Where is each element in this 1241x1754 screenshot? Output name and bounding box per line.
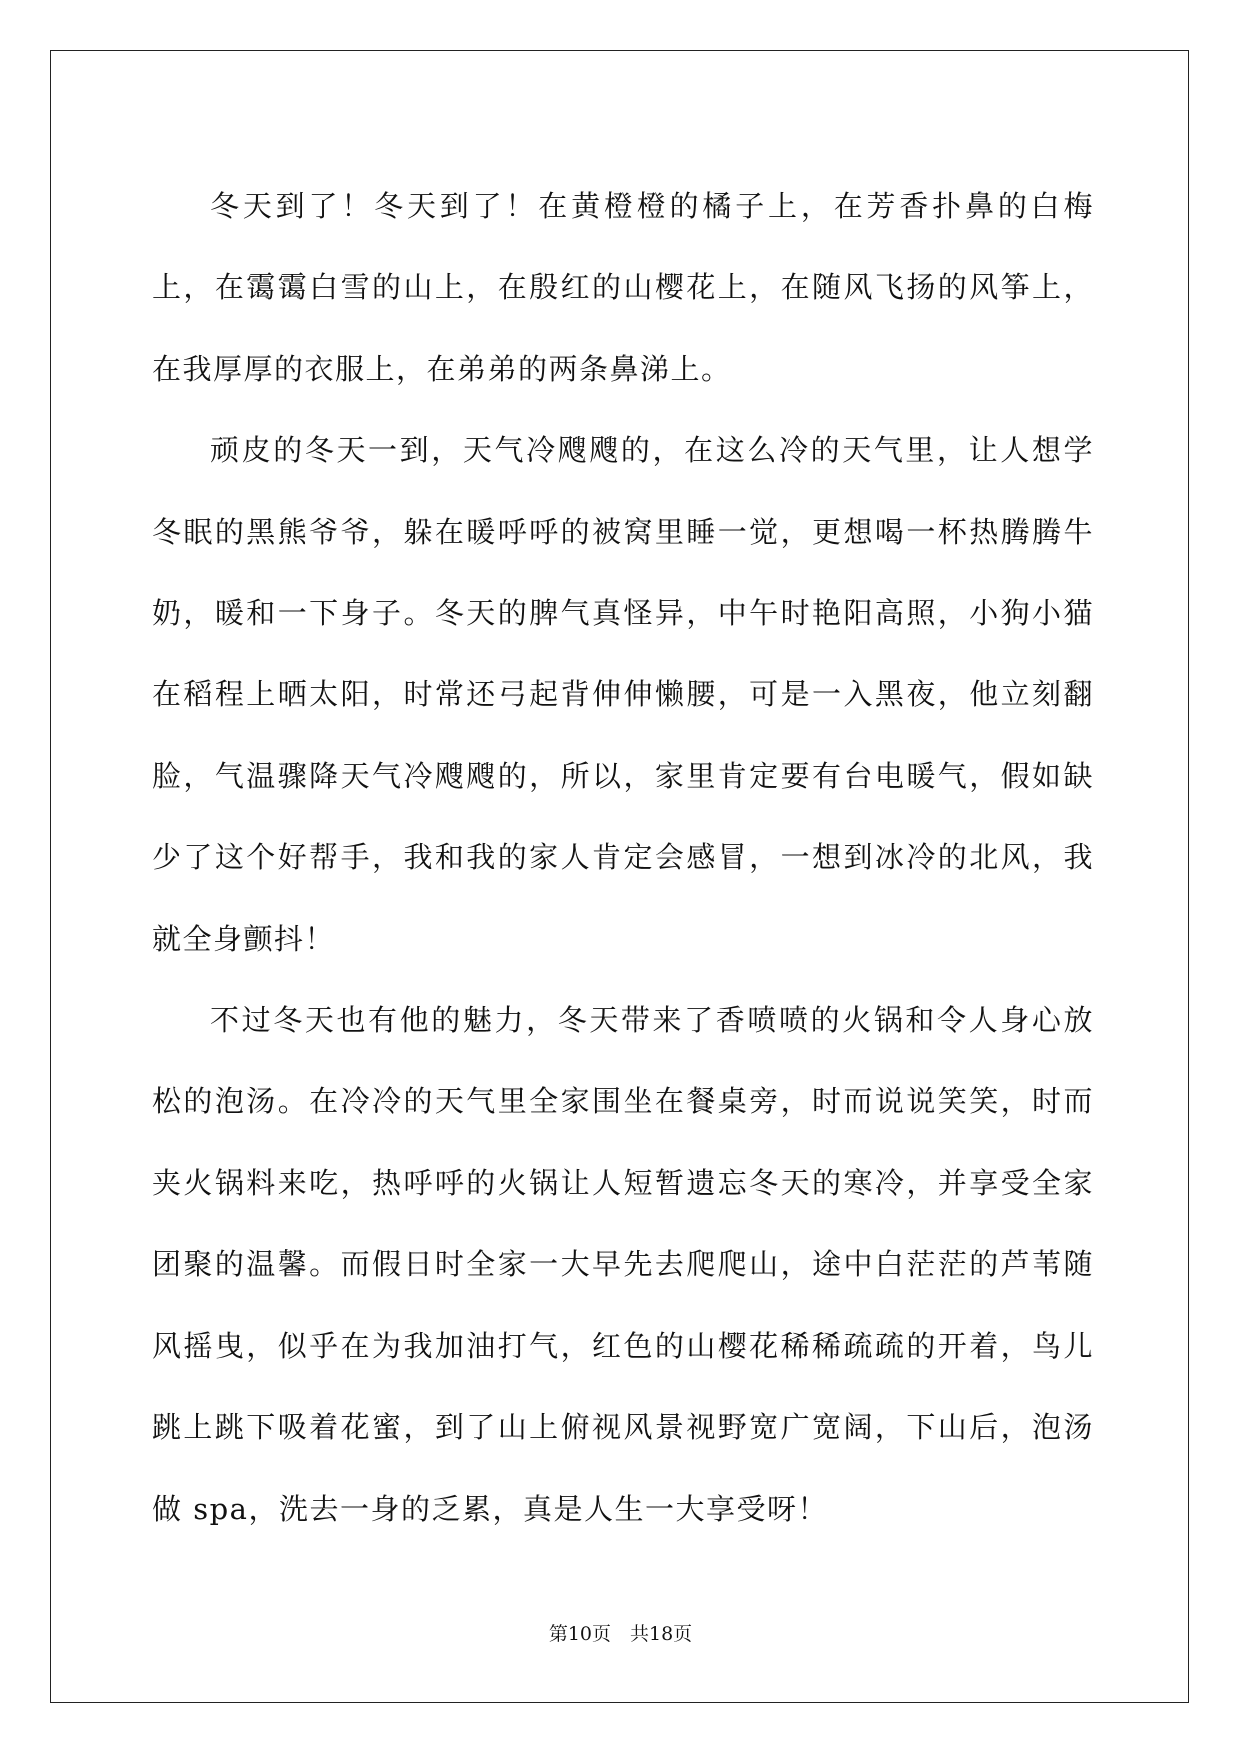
page-number-footer: 第10页 共18页 [548, 1623, 693, 1645]
document-body [152, 166, 1094, 1550]
paragraph: 顽皮的冬天一到，天气冷飕飕的，在这么冷的天气里，让人想学冬眠的黑熊爷爷，躲在暖呼呼的被窝里睡一觉，更想喝一杯热腾腾牛奶，暖和一下身子。冬天的脾气真怪异，中午时艳阳高照，小狗小猫在稻程上晒太阳，时常还弓起背伸伸懒腰，可是一入黑夜，他立刻翻脸，气温骤降天气冷飕飕的，所以，家里肯定要有台电暖气，假如缺少了这个好帮手，我和我的家人肯定会感冒，一想到冰冷的北风，我就全身颤抖！ [152, 433, 1094, 956]
paragraph: 冬天到了！冬天到了！在黄橙橙的橘子上，在芳香扑鼻的白梅上，在霭霭白雪的山上，在殷红的山樱花上，在随风飞扬的风筝上，在我厚厚的衣服上，在弟弟的两条鼻涕上。 [152, 189, 1094, 386]
paragraph: 不过冬天也有他的魅力，冬天带来了香喷喷的火锅和令人身心放松的泡汤。在冷冷的天气里全家围坐在餐桌旁，时而说说笑笑，时而夹火锅料来吃，热呼呼的火锅让人短暂遗忘冬天的寒冷，并享受全家团聚的温馨。而假日时全家一大早先去爬爬山，途中白茫茫的芦苇随风摇曳，似乎在为我加油打气，红色的山樱花稀稀疏疏的开着，鸟儿跳上跳下吸着花蜜，到了山上俯视风景视野宽广宽阔，下山后，泡汤做 spa，洗去一身的乏累，真是人生一大享受呀！ [152, 1003, 1094, 1526]
